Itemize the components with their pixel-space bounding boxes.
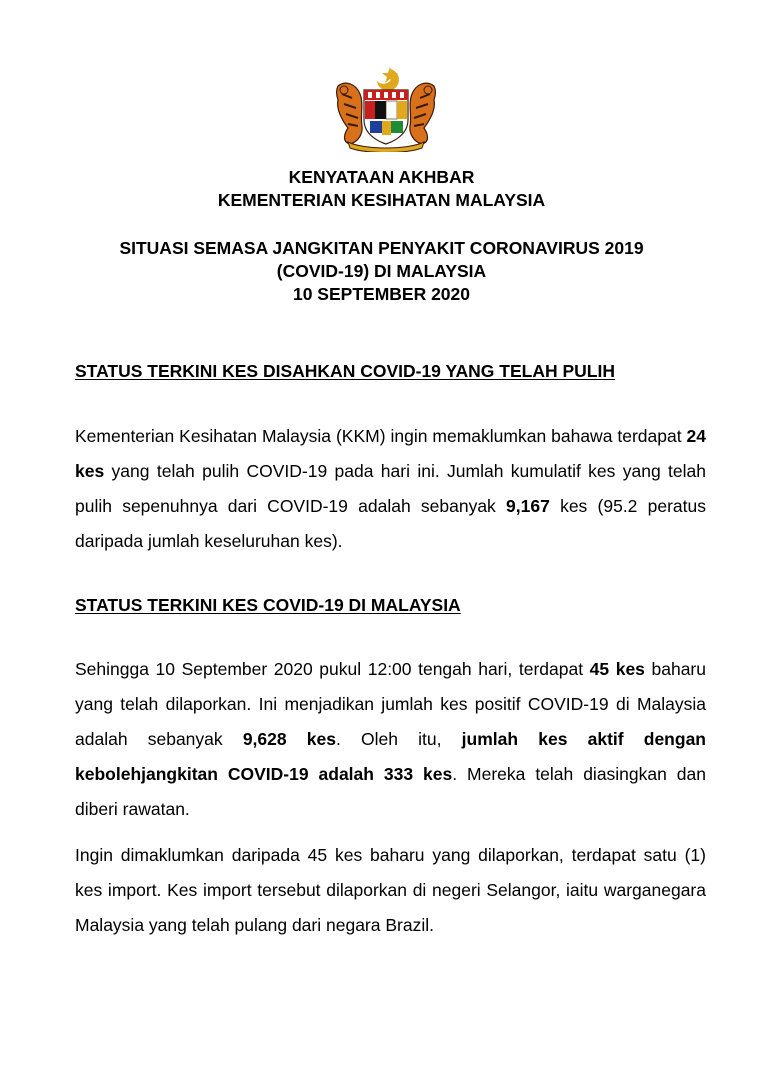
bold-cumulative-recovered: 9,167 [506, 496, 550, 516]
text-span: kes (95.2 peratus daripada jumlah keseluruhan kes). [75, 496, 707, 551]
document-date: 10 SEPTEMBER 2020 [292, 284, 471, 304]
situation-title-line-2: (COVID-19) DI MALAYSIA [276, 261, 487, 281]
press-title: KENYATAAN AKHBAR [288, 167, 475, 187]
section-title-recovered: STATUS TERKINI KES DISAHKAN COVID-19 YANG TELAH PULIH [75, 361, 615, 381]
situation-title-line-1: SITUASI SEMASA JANGKITAN PENYAKIT CORONAVIRUS 2019 [119, 238, 644, 258]
press-header [0, 166, 763, 212]
bold-recovered-today: 24 kes [75, 426, 706, 481]
bold-total-cases: 9,628 kes [242, 729, 336, 749]
text-span: baharu yang telah dilaporkan. Ini menjadikan jumlah kes positif COVID-19 di Malaysia adalah sebanyak [75, 659, 706, 749]
paragraph-import: Ingin dimaklumkan daripada 45 kes baharu yang dilaporkan, terdapat satu (1) kes import. Kes import tersebut dilaporkan di negeri Selangor, iaitu warganegara Malaysia yang telah pulang dari negara Brazil. [75, 845, 706, 935]
text-span: . Oleh itu, [335, 729, 462, 749]
bold-active-cases: jumlah kes aktif dengan kebolehjangkitan COVID-19 adalah 333 kes [75, 729, 706, 784]
paragraph-recovered [75, 419, 706, 559]
document-title [0, 237, 763, 306]
text-span: yang telah pulih COVID-19 pada hari ini. Jumlah kumulatif kes yang telah pulih sepenuhnya dari COVID-19 adalah sebanyak [75, 461, 706, 516]
malaysia-coat-of-arms-icon [330, 64, 442, 152]
bold-new-cases: 45 kes [589, 659, 645, 679]
section-title-status: STATUS TERKINI KES COVID-19 DI MALAYSIA [75, 595, 461, 615]
paragraph-status [75, 652, 706, 827]
text-span: Kementerian Kesihatan Malaysia (KKM) ingin memaklumkan bahawa terdapat [75, 426, 687, 446]
text-span: . Mereka telah diasingkan dan diberi rawatan. [75, 764, 706, 819]
ministry-name: KEMENTERIAN KESIHATAN MALAYSIA [217, 190, 546, 210]
text-span: Sehingga 10 September 2020 pukul 12:00 tengah hari, terdapat [75, 659, 590, 679]
